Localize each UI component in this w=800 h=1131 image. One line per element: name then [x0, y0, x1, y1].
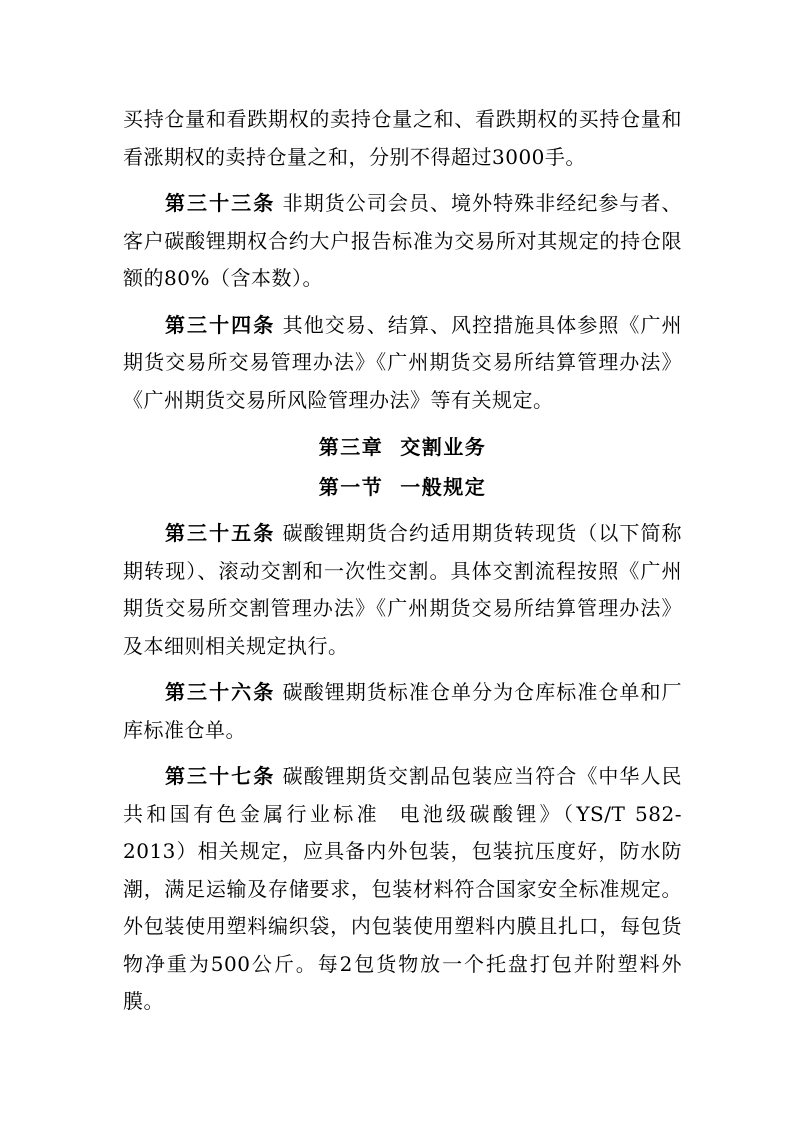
article-34 — [123, 307, 682, 420]
article-33 — [123, 185, 682, 298]
continuation-paragraph: 买持仓量和看跌期权的卖持仓量之和、看跌期权的买持仓量和看涨期权的卖持仓量之和，分别不得超过3000手。 — [123, 107, 682, 169]
document-body — [123, 101, 682, 1021]
article-text: 碳酸锂期货交割品包装应当符合《中华人民共和国有色金属行业标准 电池级碳酸锂》（YS/T 582-2013）相关规定，应具备内外包装，包装抗压度好，防水防潮，满足运输及存储要求，包装材料符合国家安全标准规定。外包装使用塑料编织袋，内包装使用塑料内膜且扎口，每包货物净重为500公斤。每2包货物放一个托盘打包并附塑料外膜。 — [123, 764, 683, 1013]
section-heading: 第一节 一般规定 — [318, 474, 487, 499]
article-37 — [123, 758, 682, 1021]
chapter-heading: 第三章 交割业务 — [318, 435, 487, 459]
article-text: 碳酸锂期货标准仓单分为仓库标准仓单和厂库标准仓单。 — [123, 680, 683, 742]
article-number: 第三十三条 — [165, 191, 276, 215]
article-36 — [123, 674, 682, 749]
article-35 — [123, 515, 682, 665]
article-number: 第三十五条 — [165, 521, 276, 545]
article-text: 碳酸锂期货合约适用期货转现货（以下简称期转现）、滚动交割和一次性交割。具体交割流程按照《广州期货交易所交割管理办法》《广州期货交易所结算管理办法》及本细则相关规定执行。 — [123, 521, 683, 658]
article-number: 第三十四条 — [165, 312, 276, 337]
article-number: 第三十七条 — [165, 764, 276, 788]
article-text: 非期货公司会员、境外特殊非经纪参与者、客户碳酸锂期权合约大户报告标准为交易所对其规定的持仓限额的80%（含本数）。 — [123, 191, 683, 290]
article-number: 第三十六条 — [165, 680, 276, 704]
article-text: 其他交易、结算、风控措施具体参照《广州期货交易所交易管理办法》《广州期货交易所结算管理办法》《广州期货交易所风险管理办法》等有关规定。 — [123, 312, 683, 412]
